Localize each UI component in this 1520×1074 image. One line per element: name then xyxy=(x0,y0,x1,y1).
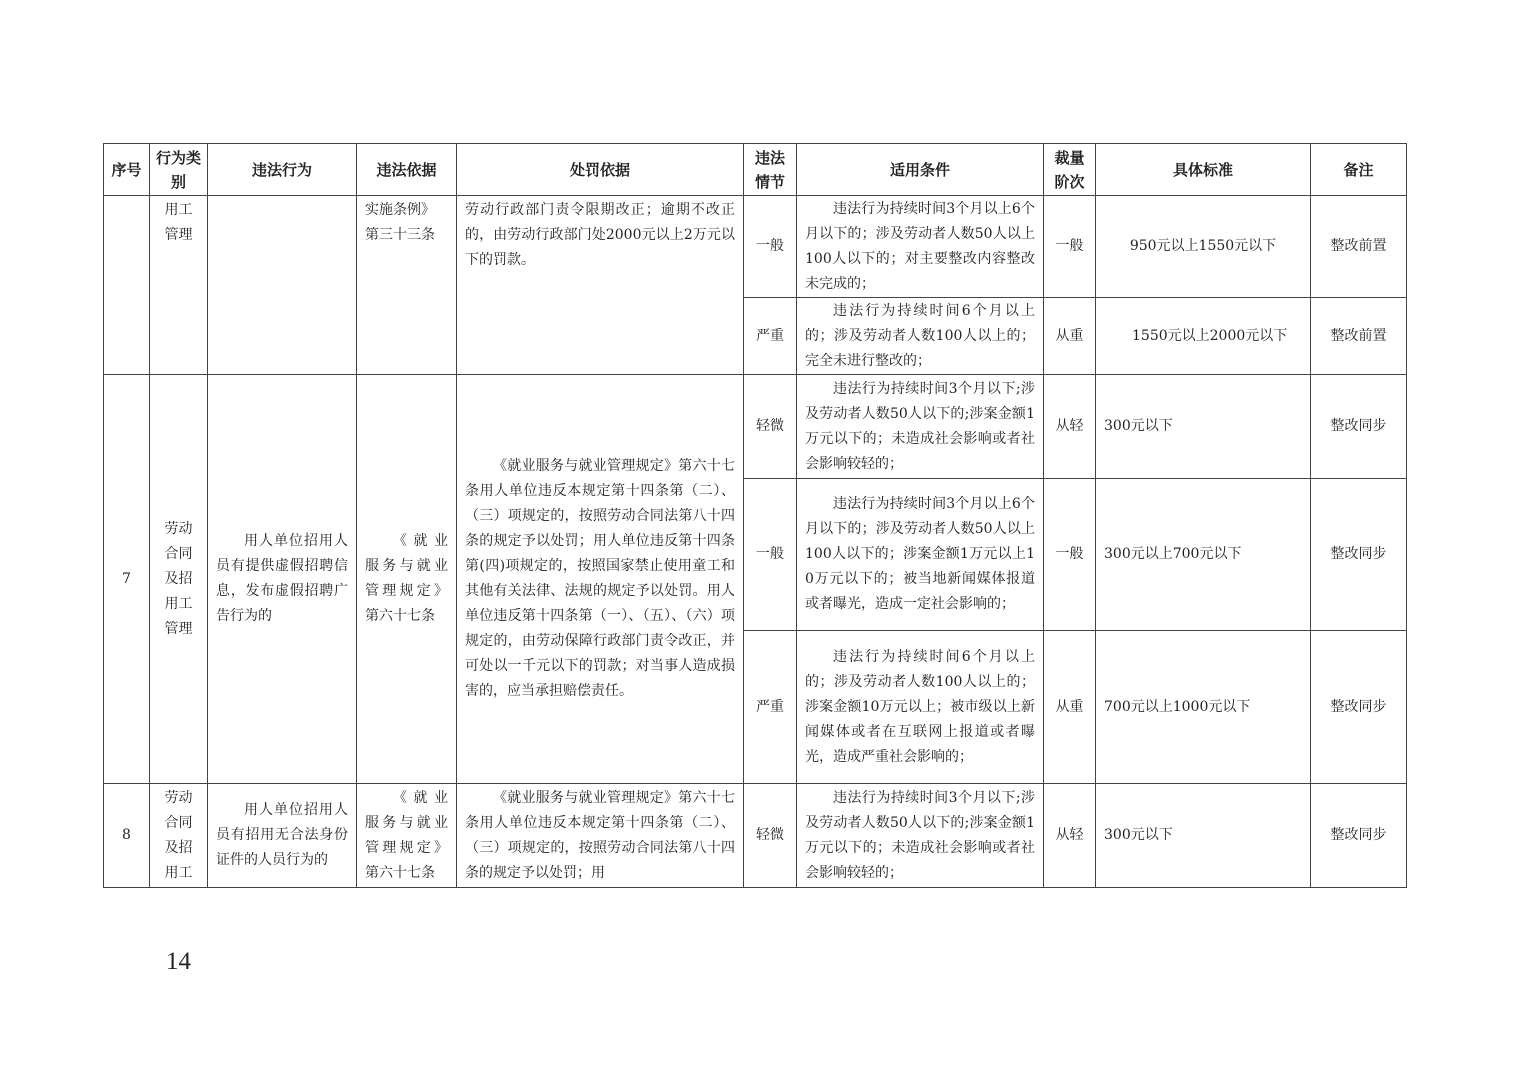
level-cell: 从重 xyxy=(1044,298,1096,375)
condition-cell: 违法行为持续时间3个月以上6个月以下的；涉及劳动者人数50人以上100人以下的；对主要整改内容整改未完成的； xyxy=(797,196,1044,298)
standard-cell: 300元以上700元以下 xyxy=(1096,479,1311,631)
penalty-basis-cell: 《就业服务与就业管理规定》第六十七条用人单位违反本规定第十四条第（二）、（三）项规定的，按照劳动合同法第八十四条的规定予以处罚；用人单位违反第十四条第(四)项规定的，按照国家禁止使用童工和其他有关法律、法规的规定予以处罚。用人单位违反第十四条第（一）、（五）、（六）项规定的，由劳动保障行政部门责令改正，并可处以一千元以下的罚款；对当事人造成损害的，应当承担赔偿责任。 xyxy=(457,375,744,784)
law-basis-cell: 实施条例》第三十三条 xyxy=(357,196,457,375)
header-no: 序号 xyxy=(104,144,150,196)
penalty-basis-cell: 《就业服务与就业管理规定》第六十七条用人单位违反本规定第十四条第（二）、（三）项规定的，按照劳动合同法第八十四条的规定予以处罚；用 xyxy=(457,784,744,888)
table-row xyxy=(104,784,1407,888)
condition-cell: 违法行为持续时间6个月以上的；涉及劳动者人数100人以上的；完全未进行整改的； xyxy=(797,298,1044,375)
standard-cell: 300元以下 xyxy=(1096,375,1311,479)
remark-cell: 整改同步 xyxy=(1311,784,1407,888)
category-cell: 劳动合同及招用工 xyxy=(150,784,208,888)
circumstance-cell: 严重 xyxy=(744,631,797,784)
circumstance-cell: 一般 xyxy=(744,196,797,298)
category-cell: 用工管理 xyxy=(150,196,208,375)
header-row xyxy=(104,144,1407,196)
level-cell: 从轻 xyxy=(1044,784,1096,888)
table-row xyxy=(104,375,1407,479)
header-level: 裁量阶次 xyxy=(1044,144,1096,196)
condition-cell: 违法行为持续时间3个月以下;涉及劳动者人数50人以下的;涉案金额1万元以下的；未造成社会影响或者社会影响较轻的； xyxy=(797,784,1044,888)
remark-cell: 整改同步 xyxy=(1311,631,1407,784)
remark-cell: 整改同步 xyxy=(1311,479,1407,631)
page-number: 14 xyxy=(166,948,191,975)
header-standard: 具体标准 xyxy=(1096,144,1311,196)
behavior-cell: 用人单位招用人员有提供虚假招聘信息，发布虚假招聘广告行为的 xyxy=(208,375,357,784)
header-law-basis: 违法依据 xyxy=(357,144,457,196)
standard-cell: 1550元以上2000元以下 xyxy=(1096,298,1311,375)
table-row xyxy=(104,196,1407,298)
header-remark: 备注 xyxy=(1311,144,1407,196)
no-cell: 8 xyxy=(104,784,150,888)
level-cell: 从轻 xyxy=(1044,375,1096,479)
condition-cell: 违法行为持续时间3个月以上6个月以下的；涉及劳动者人数50人以上100人以下的；涉案金额1万元以上10万元以下的；被当地新闻媒体报道或者曝光，造成一定社会影响的； xyxy=(797,479,1044,631)
penalty-basis-cell: 劳动行政部门责令限期改正；逾期不改正的，由劳动行政部门处2000元以上2万元以下的罚款。 xyxy=(457,196,744,375)
header-circumstance: 违法情节 xyxy=(744,144,797,196)
behavior-cell xyxy=(208,196,357,375)
circumstance-cell: 严重 xyxy=(744,298,797,375)
condition-cell: 违法行为持续时间3个月以下;涉及劳动者人数50人以下的;涉案金额1万元以下的；未造成社会影响或者社会影响较轻的； xyxy=(797,375,1044,479)
condition-cell: 违法行为持续时间6个月以上的；涉及劳动者人数100人以上的；涉案金额10万元以上；被市级以上新闻媒体或者在互联网上报道或者曝光，造成严重社会影响的； xyxy=(797,631,1044,784)
behavior-cell: 用人单位招用人员有招用无合法身份证件的人员行为的 xyxy=(208,784,357,888)
no-cell: 7 xyxy=(104,375,150,784)
header-behavior: 违法行为 xyxy=(208,144,357,196)
law-basis-cell: 《就业服务与就业管理规定》第六十七条 xyxy=(357,784,457,888)
penalty-discretion-table xyxy=(103,143,1407,888)
circumstance-cell: 轻微 xyxy=(744,784,797,888)
circumstance-cell: 轻微 xyxy=(744,375,797,479)
remark-cell: 整改同步 xyxy=(1311,375,1407,479)
level-cell: 一般 xyxy=(1044,479,1096,631)
header-category: 行为类别 xyxy=(150,144,208,196)
header-penalty-basis: 处罚依据 xyxy=(457,144,744,196)
law-basis-cell: 《就业服务与就业管理规定》第六十七条 xyxy=(357,375,457,784)
remark-cell: 整改前置 xyxy=(1311,196,1407,298)
level-cell: 从重 xyxy=(1044,631,1096,784)
no-cell xyxy=(104,196,150,375)
circumstance-cell: 一般 xyxy=(744,479,797,631)
standard-cell: 300元以下 xyxy=(1096,784,1311,888)
header-condition: 适用条件 xyxy=(797,144,1044,196)
level-cell: 一般 xyxy=(1044,196,1096,298)
category-cell: 劳动合同及招用工管理 xyxy=(150,375,208,784)
remark-cell: 整改前置 xyxy=(1311,298,1407,375)
standard-cell: 700元以上1000元以下 xyxy=(1096,631,1311,784)
standard-cell: 950元以上1550元以下 xyxy=(1096,196,1311,298)
